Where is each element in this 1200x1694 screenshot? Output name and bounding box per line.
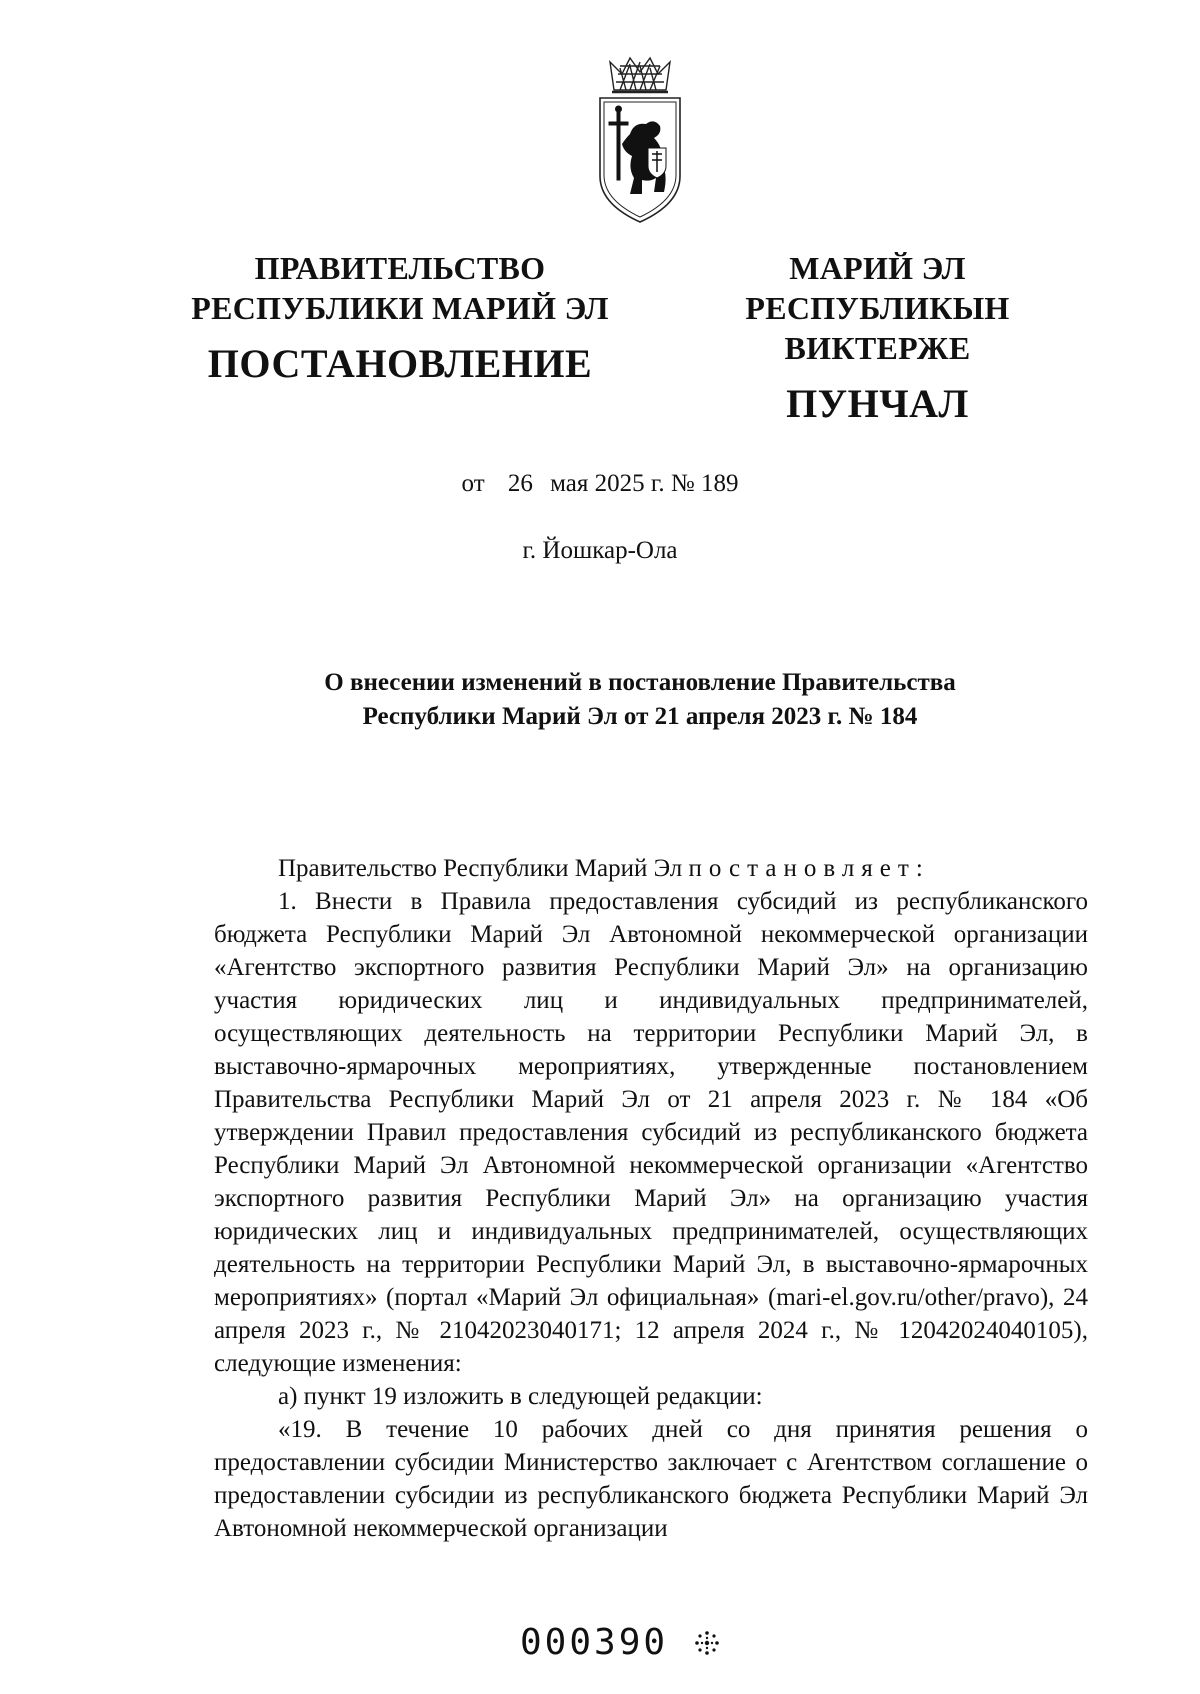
org-name-line-2: РЕСПУБЛИКИ МАРИЙ ЭЛ	[191, 290, 609, 326]
org-name-mari-line-1: МАРИЙ ЭЛ РЕСПУБЛИКЫН	[745, 250, 1010, 326]
intro-lead: Правительство Республики Марий Эл	[278, 855, 683, 882]
document-title	[190, 666, 1090, 734]
date-day: 26	[507, 470, 533, 497]
org-name-line-1: ПРАВИТЕЛЬСТВО	[254, 250, 546, 286]
serial-number: 000390	[520, 1622, 669, 1663]
header-left-block	[190, 248, 610, 388]
document-type-mari: ПУНЧАЛ	[786, 381, 969, 426]
org-name-mari-line-2: ВИКТЕРЖЕ	[784, 330, 971, 366]
intro-paragraph	[214, 852, 1088, 885]
title-line-2: Республики Марий Эл от 21 апреля 2023 г. № 184	[362, 703, 918, 730]
paragraph-3: «19. В течение 10 рабочих дней со дня принятия решения о предоставлении субсидии Министерство заключает с Агентством соглашение о предоставлении субсидии из республиканского бюджета Республики Марий Эл Автономной некоммерческой организации	[214, 1416, 1088, 1542]
document-body	[214, 852, 1088, 1545]
footer	[520, 1622, 720, 1663]
header-right-block	[665, 248, 1090, 428]
document-city: г. Йошкар-Ола	[522, 537, 678, 564]
document-type-ru: ПОСТАНОВЛЕНИЕ	[207, 341, 593, 386]
intro-decree-word: постановляет:	[688, 855, 930, 882]
coat-of-arms-emblem	[590, 56, 690, 226]
title-line-1: О внесении изменений в постановление Правительства	[324, 669, 956, 696]
paragraph-1: 1. Внести в Правила предоставления субсидий из республиканского бюджета Республики Марий Эл Автономной некоммерческой организации «Агентство экспортного развития Республики Марий Эл» на организацию участия юридических лиц и индивидуальных предпринимателей, осуществляющих деятельность на территории Республики Марий Эл, в выставочно-ярмарочных мероприятиях, утвержденные постановлением Правительства Республики Марий Эл от 21 апреля 2023 г. № 184 «Об утверждении Правил предоставления субсидий из республиканского бюджета Республики Марий Эл Автономной некоммерческой организации «Агентство экспортного развития Республики Марий Эл» на организацию участия юридических лиц и индивидуальных предпринимателей, осуществляющих деятельность на территории Республики Марий Эл, в выставочно-ярмарочных мероприятиях» (портал «Марий Эл официальная» (mari-el.gov.ru/other/pravo), 24 апреля 2023 г., № 21042023040171; 12 апреля 2024 г., № 12042024040105), следующие изменения:	[214, 888, 1088, 1377]
date-rest: мая 2025 г. № 189	[550, 470, 739, 497]
date-prefix: от	[461, 470, 485, 497]
paragraph-2: а) пункт 19 изложить в следующей редакции:	[278, 1383, 763, 1410]
security-mark-icon	[694, 1630, 720, 1656]
document-date-number	[0, 470, 1200, 498]
